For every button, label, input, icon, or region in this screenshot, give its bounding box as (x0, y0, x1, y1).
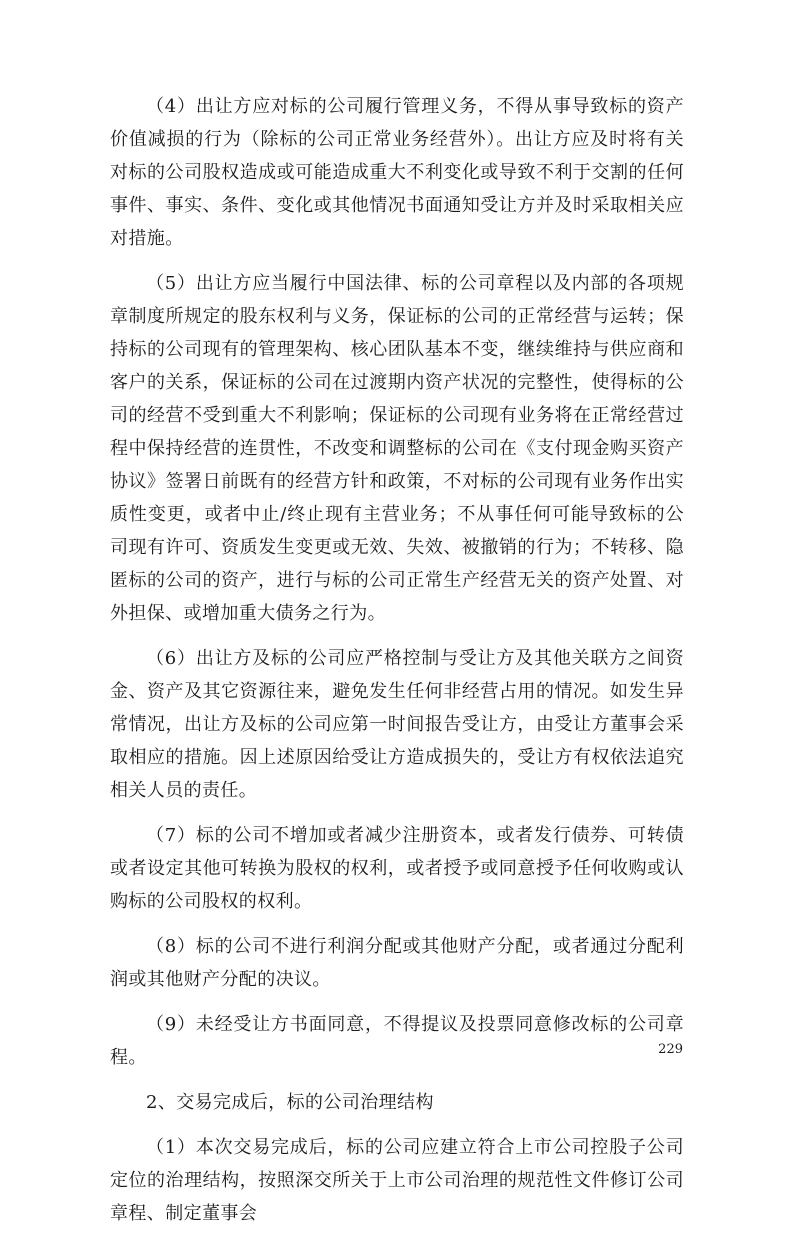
document-body (110, 90, 684, 1242)
paragraph-7: （7）标的公司不增加或者减少注册资本，或者发行债券、可转债或者设定其他可转换为股权的权利，或者授予或同意授予任何收购或认购标的公司股权的权利。 (110, 825, 684, 912)
paragraph-6: （6）出让方及标的公司应严格控制与受让方及其他关联方之间资金、资产及其它资源往来，避免发生任何非经营占用的情况。如发生异常情况，出让方及标的公司应第一时间报告受让方，由受让方董事会采取相应的措施。因上述原因给受让方造成损失的，受让方有权依法追究相关人员的责任。 (110, 648, 684, 801)
section-heading-2: 2、交易完成后，标的公司治理结构 (146, 1092, 434, 1113)
page-number: 229 (658, 1042, 683, 1057)
paragraph-2-1: （1）本次交易完成后，标的公司应建立符合上市公司控股子公司定位的治理结构，按照深交所关于上市公司治理的规范性文件修订公司章程、制定董事会 (110, 1137, 684, 1224)
paragraph-5: （5）出让方应当履行中国法律、标的公司章程以及内部的各项规章制度所规定的股东权利与义务，保证标的公司的正常经营与运转；保持标的公司现有的管理架构、核心团队基本不变，继续维持与供应商和客户的关系，保证标的公司在过渡期内资产状况的完整性，使得标的公司的经营不受到重大不利影响；保证标的公司现有业务将在正常经营过程中保持经营的连贯性，不改变和调整标的公司在《支付现金购买资产协议》签署日前既有的经营方针和政策，不对标的公司现有业务作出实质性变更，或者中止/终止现有主营业务；不从事任何可能导致标的公司现有许可、资质发生变更或无效、失效、被撤销的行为；不转移、隐匿标的公司的资产，进行与标的公司正常生产经营无关的资产处置、对外担保、或增加重大债务之行为。 (110, 273, 684, 624)
paragraph-9: （9）未经受让方书面同意，不得提议及投票同意修改标的公司章程。 (110, 1014, 684, 1068)
paragraph-8: （8）标的公司不进行利润分配或其他财产分配，或者通过分配利润或其他财产分配的决议。 (110, 936, 684, 990)
paragraph-4: （4）出让方应对标的公司履行管理义务，不得从事导致标的资产价值减损的行为（除标的公司正常业务经营外）。出让方应及时将有关对标的公司股权造成或可能造成重大不利变化或导致不利于交割的任何事件、事实、条件、变化或其他情况书面通知受让方并及时采取相关应对措施。 (110, 96, 684, 249)
